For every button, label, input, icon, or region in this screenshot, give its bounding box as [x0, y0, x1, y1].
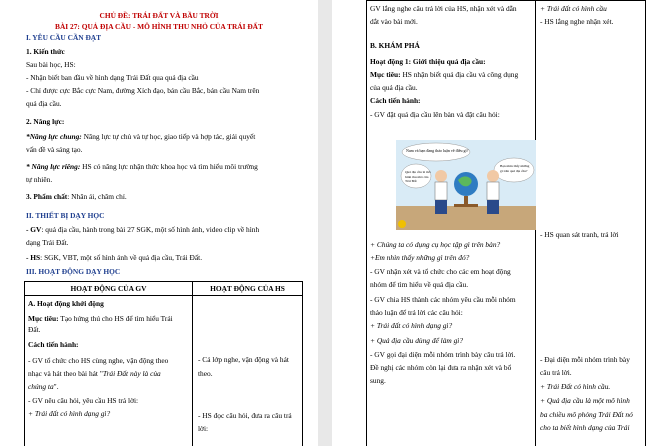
text-line: - HS đọc câu hỏi, đưa ra câu trả	[198, 411, 292, 420]
text-line: + Quả địa cầu dùng để làm gì?	[370, 336, 464, 345]
text-line: - Nhận biết ban đầu về hình dạng Trái Đất qua quả địa cầu	[26, 73, 199, 82]
speech-bubble-3: Bạn nhìn thấy những gì trên quả địa cầu?	[500, 164, 530, 173]
text-line: nhóm để tìm hiểu về quả địa cầu.	[370, 280, 469, 289]
competency-heading: 2. Năng lực:	[26, 117, 65, 126]
procedure-heading: Cách tiến hành:	[28, 340, 79, 349]
text-line: của quả địa cầu.	[370, 83, 418, 92]
text-line: Đất.	[28, 325, 41, 334]
text-line: vấn đề và sáng tạo.	[26, 145, 83, 154]
student-equipment: - HS: SGK, VBT, một số hình ảnh về quả địa cầu, Trái Đất.	[26, 253, 203, 262]
objective-line: Mục tiêu: HS nhận biết quả địa cầu và công dụng	[370, 70, 519, 79]
activity-a-title: A. Hoạt động khởi động	[28, 299, 104, 308]
text-line: GV lắng nghe câu trả lời của HS, nhận xét và dẫn	[370, 4, 517, 13]
section-2-heading: II. THIẾT BỊ DẠY HỌC	[26, 211, 105, 220]
text-line: - HS lắng nghe nhận xét.	[540, 17, 614, 26]
text-line: + Trái đất có hình cầu	[540, 4, 607, 13]
globe-illustration	[396, 140, 536, 230]
speech-bubble-1: Nam và bạn đang thảo luận về điều gì?	[406, 148, 469, 153]
text-line: câu trả lời.	[540, 368, 572, 377]
topic-title: CHỦ ĐỀ: TRÁI ĐẤT VÀ BẦU TRỜI	[99, 11, 219, 20]
document-page-left	[0, 0, 318, 446]
text-line: dắt vào bài mới.	[370, 17, 418, 26]
knowledge-heading: 1. Kiến thức	[26, 47, 65, 56]
section-3-heading: III. HOẠT ĐỘNG DẠY HỌC	[26, 267, 121, 276]
column-header-student: HOẠT ĐỘNG CỦA HS	[210, 284, 285, 293]
general-competency: *Năng lực chung: Năng lực tự chủ và tự học, giao tiếp và hợp tác, giải quyết	[26, 132, 256, 141]
speech-bubble-2: Quả địa cầu là mô hình thu nhỏ của Trái Đất	[405, 170, 431, 183]
text-line: - GV đặt quả địa cầu lên bàn và đặt câu hỏi:	[370, 110, 500, 119]
text-line: Đề nghị các nhóm còn lại đưa ra nhận xét và bổ	[370, 363, 512, 372]
text-line: ba chiều mô phỏng Trái Đất nó	[540, 410, 633, 419]
text-line: + Trái Đất có hình cầu.	[540, 382, 611, 391]
text-line: + Trái đất có hình dạng gì?	[370, 321, 453, 330]
text-line: Sau bài học, HS:	[26, 60, 76, 69]
text-line: - GV nhận xét và tổ chức cho các em hoạt động	[370, 267, 511, 276]
text-line: +Em nhìn thấy những gì trên đó?	[370, 253, 470, 262]
column-header-teacher: HOẠT ĐỘNG CỦA GV	[70, 284, 147, 293]
text-line: - GV chia HS thành các nhóm yêu cầu mỗi nhóm	[370, 295, 516, 304]
text-line: - Chỉ được cực Bắc cực Nam, đường Xích đạo, bán cầu Bắc, bán cầu Nam trên	[26, 86, 260, 95]
procedure-heading: Cách tiến hành:	[370, 96, 421, 105]
text-line: quả địa cầu.	[26, 99, 62, 108]
specific-competency: * Năng lực riêng: HS có năng lực nhận thức khoa học và tìm hiểu môi trường	[26, 162, 258, 171]
text-line: tự nhiên.	[26, 175, 53, 184]
text-line: - GV gọi đại diện mỗi nhóm trình bày câu trả lời.	[370, 350, 516, 359]
text-line: - HS quan sát tranh, trả lời	[540, 230, 619, 239]
text-line: - Đại diện mỗi nhóm trình bày	[540, 355, 630, 364]
teacher-equipment: - GV: quả địa cầu, hành trong bài 27 SGK, một số hình ảnh, video clip về hình	[26, 225, 260, 234]
text-line: theo.	[198, 369, 213, 378]
document-page-right	[332, 0, 650, 446]
activity-1-heading: Hoạt động 1: Giới thiệu quả địa cầu:	[370, 57, 486, 66]
text-line: + Quả địa cầu là một mô hình	[540, 396, 630, 405]
text-line: chúng ta".	[28, 382, 59, 391]
objective-line: Mục tiêu: Tạo hứng thú cho HS để tìm hiểu Trái	[28, 314, 173, 323]
text-line: lời:	[198, 424, 209, 433]
text-line: cho ta biết hình dạng của Trái	[540, 423, 630, 432]
section-1-heading: I. YÊU CẦU CẦN ĐẠT	[26, 33, 102, 42]
text-line: - GV nêu câu hỏi, yêu cầu HS trả lời:	[28, 396, 139, 405]
activity-b-title: B. KHÁM PHÁ	[370, 41, 420, 50]
text-line: - GV tổ chức cho HS cùng nghe, vận động theo	[28, 356, 169, 365]
text-line: + Chúng ta có dụng cụ học tập gì trên bàn?	[370, 240, 501, 249]
text-line: thảo luận để trả lời các câu hỏi:	[370, 308, 463, 317]
text-line: - Cả lớp nghe, vận động và hát	[198, 355, 289, 364]
text-line: + Trái đất có hình dạng gì?	[28, 409, 111, 418]
text-line: sung.	[370, 376, 386, 385]
text-line: nhạc và hát theo bài hát "Trái Đất này là của	[28, 369, 161, 378]
text-line: dạng Trái Đất.	[26, 238, 69, 247]
quality-line: 3. Phẩm chất: Nhân ái, chăm chỉ.	[26, 192, 127, 201]
lesson-title: BÀI 27: QUẢ ĐỊA CẦU - MÔ HÌNH THU NHỎ CỦA TRÁI ĐẤT	[55, 22, 263, 31]
classroom-scene-icon	[396, 140, 536, 230]
